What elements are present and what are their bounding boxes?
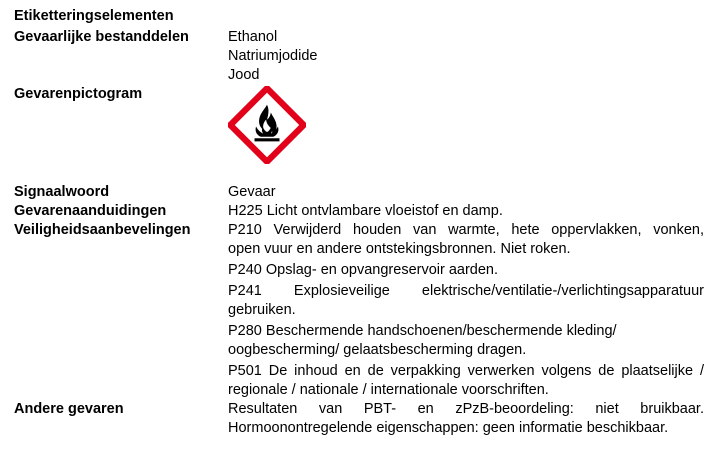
other-hazards-text: Resultaten van PBT- en zPzB-beoordeling: niet bruikbaar. Hormoonontregelende eigenschappen: geen informatie beschikbaar. [228, 401, 704, 436]
hazardous-components-row [14, 28, 704, 85]
pictogram-diamond-border [230, 88, 303, 161]
signal-word-row [14, 183, 704, 202]
signal-word-value: Gevaar [228, 184, 276, 200]
component-item: Ethanol [228, 29, 278, 45]
hazard-statements-row [14, 202, 704, 221]
hazardous-components-list [228, 28, 704, 85]
precautionary-statements-row [14, 221, 704, 400]
component-item: Natriumjodide [228, 48, 318, 64]
p241-statement: P241 Explosieveilige elektrische/ventilatie-/verlichtingsapparatuur gebruiken. [228, 283, 704, 318]
component-item: Jood [228, 67, 260, 83]
hazardous-components-label: Gevaarlijke bestanddelen [14, 29, 189, 45]
hazard-statements-label: Gevarenaanduidingen [14, 203, 167, 219]
p501-statement: P501 De inhoud en de verpakking verwerken volgens de plaatselijke / regionale / nationale / internationale voorschriften. [228, 363, 704, 398]
labelling-elements-section [14, 7, 704, 438]
pictogram-label: Gevarenpictogram [14, 86, 143, 102]
other-hazards-row [14, 400, 704, 438]
section-title: Etiketteringselementen [14, 8, 174, 24]
h225-statement: H225 Licht ontvlambare vloeistof en damp. [228, 203, 503, 219]
p210-statement: P210 Verwijderd houden van warmte, hete oppervlakken, vonken, open vuur en andere ontstekingsbronnen. Niet roken. [228, 222, 704, 257]
other-hazards-label: Andere gevaren [14, 401, 124, 417]
flame-ghs02-icon [228, 86, 306, 164]
signal-word-label: Signaalwoord [14, 184, 110, 200]
pictogram-row [14, 85, 704, 183]
p280-statement: P280 Beschermende handschoenen/beschermende kleding/ oogbescherming/ gelaatsbescherming dragen. [228, 323, 617, 358]
p240-statement: P240 Opslag- en opvangreservoir aarden. [228, 262, 499, 278]
precautionary-statements-label: Veiligheidsaanbevelingen [14, 222, 191, 238]
